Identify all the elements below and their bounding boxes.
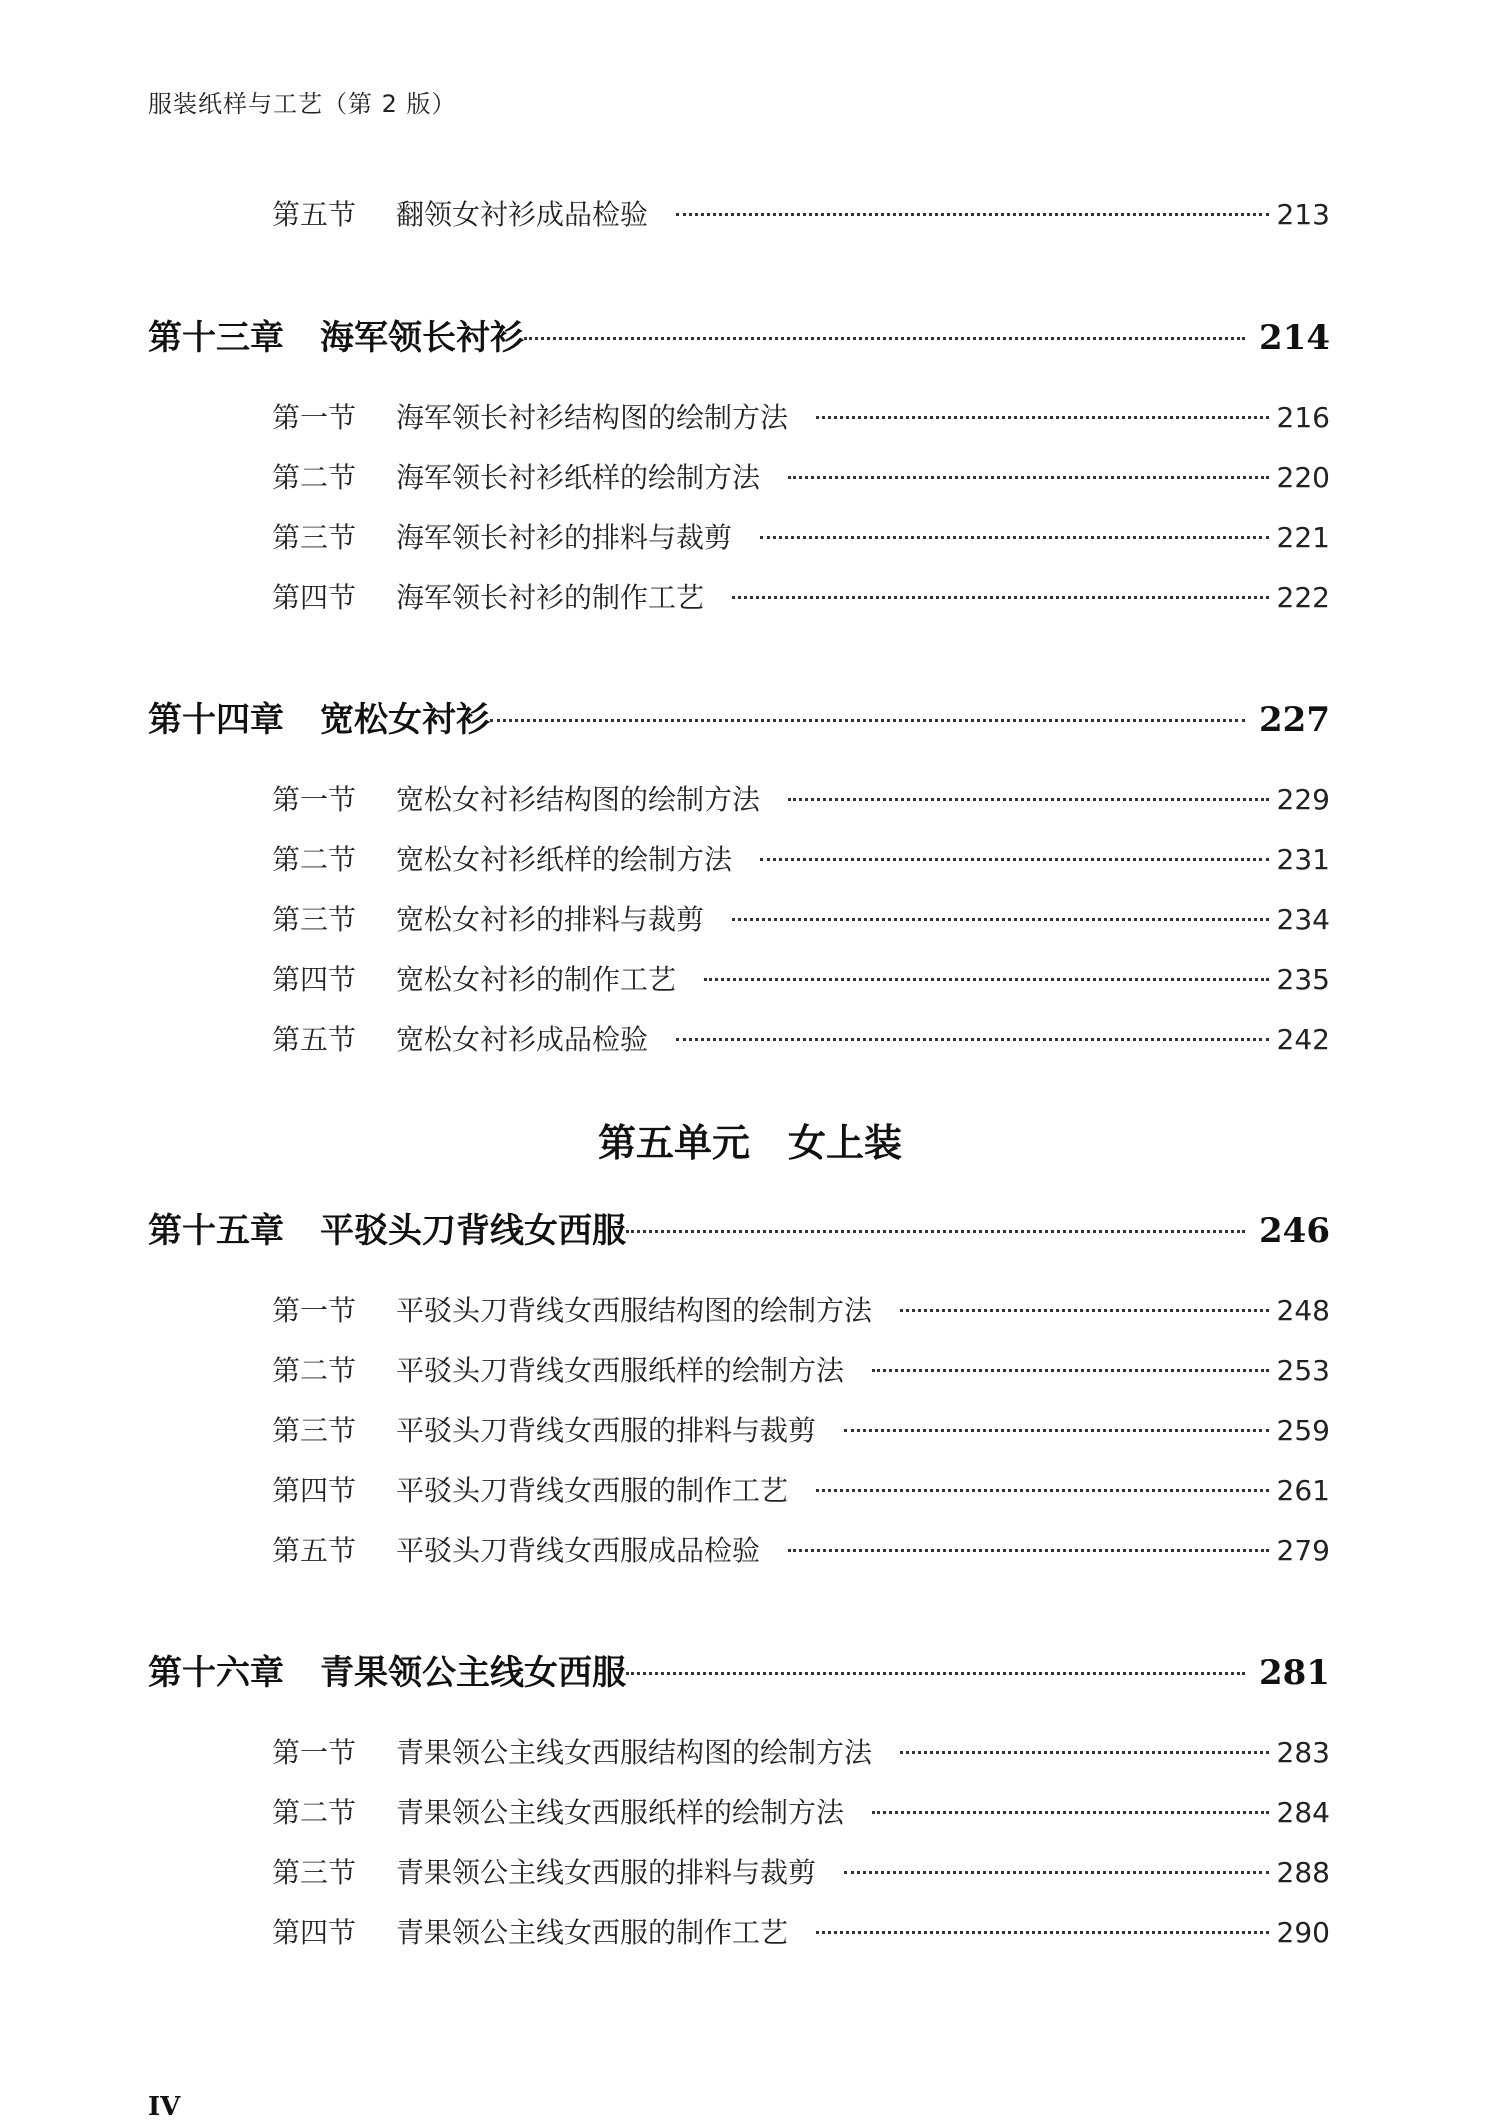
dot-leader	[844, 1429, 1269, 1432]
toc-section-row[interactable]	[272, 456, 1330, 496]
section-title: 海军领长衬衫结构图的绘制方法	[396, 401, 789, 434]
section-number: 第四节	[272, 963, 357, 996]
toc-section-row[interactable]	[272, 1289, 1330, 1329]
section-title: 平驳头刀背线女西服纸样的绘制方法	[396, 1354, 845, 1387]
section-number: 第三节	[272, 903, 357, 936]
dot-leader	[760, 858, 1269, 861]
toc-section-row[interactable]	[272, 1469, 1330, 1509]
toc-section-row[interactable]	[272, 898, 1330, 938]
section-number: 第三节	[272, 521, 357, 554]
toc-section-row[interactable]	[272, 838, 1330, 878]
section-title: 青果领公主线女西服纸样的绘制方法	[396, 1796, 845, 1829]
dot-leader	[788, 798, 1269, 801]
chapter-number: 第十五章	[148, 1211, 284, 1251]
page-number: 279	[1276, 1534, 1330, 1567]
toc-section-row[interactable]	[272, 1791, 1330, 1831]
chapter-title: 海军领长衬衫	[320, 318, 524, 358]
dot-leader	[788, 1549, 1269, 1552]
dot-leader	[900, 1751, 1269, 1754]
section-title: 翻领女衬衫成品检验	[396, 198, 649, 231]
dot-leader	[732, 596, 1269, 599]
section-title: 宽松女衬衫纸样的绘制方法	[396, 843, 733, 876]
chapter-title: 青果领公主线女西服	[320, 1653, 626, 1693]
toc-section-row[interactable]	[272, 1911, 1330, 1951]
toc-chapter-row[interactable]	[148, 692, 1330, 741]
page-number: 221	[1276, 521, 1330, 554]
page-number: 284	[1276, 1796, 1330, 1829]
dot-leader	[490, 719, 1245, 722]
dot-leader	[872, 1811, 1269, 1814]
page-number: 290	[1276, 1916, 1330, 1949]
page-number: 242	[1276, 1023, 1330, 1056]
page-number: 222	[1276, 581, 1330, 614]
section-title: 宽松女衬衫成品检验	[396, 1023, 649, 1056]
toc-section-row[interactable]	[272, 396, 1330, 436]
page-number: 253	[1276, 1354, 1330, 1387]
page-number: 227	[1259, 700, 1330, 740]
section-title: 青果领公主线女西服的排料与裁剪	[396, 1856, 817, 1889]
section-title: 平驳头刀背线女西服结构图的绘制方法	[396, 1294, 873, 1327]
section-number: 第三节	[272, 1414, 357, 1447]
toc-section-row[interactable]	[272, 1731, 1330, 1771]
dot-leader	[626, 1230, 1245, 1233]
dot-leader	[900, 1309, 1269, 1312]
toc-section-row[interactable]	[272, 1529, 1330, 1569]
dot-leader	[788, 476, 1269, 479]
toc-chapter-row[interactable]	[148, 1645, 1330, 1694]
page-number: 283	[1276, 1736, 1330, 1769]
dot-leader	[732, 918, 1269, 921]
toc-section-row[interactable]	[272, 958, 1330, 998]
section-number: 第四节	[272, 581, 357, 614]
dot-leader	[844, 1871, 1269, 1874]
chapter-title: 宽松女衬衫	[320, 700, 490, 740]
toc-section-row[interactable]	[272, 516, 1330, 556]
section-number: 第四节	[272, 1474, 357, 1507]
page-number: 261	[1276, 1474, 1330, 1507]
section-title: 青果领公主线女西服结构图的绘制方法	[396, 1736, 873, 1769]
chapter-number: 第十三章	[148, 318, 284, 358]
section-number: 第五节	[272, 1534, 357, 1567]
toc-chapter-row[interactable]	[148, 1203, 1330, 1252]
page-number: 216	[1276, 401, 1330, 434]
toc-chapter-row[interactable]	[148, 310, 1330, 359]
section-number: 第二节	[272, 461, 357, 494]
section-number: 第一节	[272, 401, 357, 434]
section-title: 平驳头刀背线女西服的制作工艺	[396, 1474, 789, 1507]
toc-section-row[interactable]	[272, 1851, 1330, 1891]
page-number: 235	[1276, 963, 1330, 996]
section-title: 宽松女衬衫的排料与裁剪	[396, 903, 705, 936]
section-title: 海军领长衬衫的排料与裁剪	[396, 521, 733, 554]
section-title: 青果领公主线女西服的制作工艺	[396, 1916, 789, 1949]
dot-leader	[704, 978, 1269, 981]
section-title: 宽松女衬衫的制作工艺	[396, 963, 677, 996]
section-title: 平驳头刀背线女西服的排料与裁剪	[396, 1414, 817, 1447]
section-number: 第一节	[272, 1736, 357, 1769]
toc-section-row[interactable]	[272, 193, 1330, 233]
page-number: 220	[1276, 461, 1330, 494]
dot-leader	[816, 1931, 1269, 1934]
chapter-number: 第十四章	[148, 700, 284, 740]
page-number: 229	[1276, 783, 1330, 816]
section-title: 平驳头刀背线女西服成品检验	[396, 1534, 761, 1567]
page-number: 248	[1276, 1294, 1330, 1327]
section-number: 第二节	[272, 1796, 357, 1829]
section-title: 海军领长衬衫纸样的绘制方法	[396, 461, 761, 494]
section-number: 第五节	[272, 198, 357, 231]
page-number: 259	[1276, 1414, 1330, 1447]
section-number: 第二节	[272, 1354, 357, 1387]
toc-section-row[interactable]	[272, 778, 1330, 818]
unit-number: 第五单元	[597, 1120, 750, 1165]
dot-leader	[816, 416, 1269, 419]
section-title: 宽松女衬衫结构图的绘制方法	[396, 783, 761, 816]
section-number: 第四节	[272, 1916, 357, 1949]
section-number: 第一节	[272, 783, 357, 816]
page-number: 213	[1276, 198, 1330, 231]
dot-leader	[626, 1672, 1245, 1675]
dot-leader	[676, 1038, 1269, 1041]
page-folio: IV	[148, 2092, 181, 2122]
chapter-number: 第十六章	[148, 1653, 284, 1693]
toc-section-row[interactable]	[272, 1409, 1330, 1449]
section-number: 第二节	[272, 843, 357, 876]
section-title: 海军领长衬衫的制作工艺	[396, 581, 705, 614]
page-number: 288	[1276, 1856, 1330, 1889]
dot-leader	[524, 337, 1245, 340]
dot-leader	[816, 1489, 1269, 1492]
toc-section-row[interactable]	[272, 576, 1330, 616]
page-number: 214	[1259, 318, 1330, 358]
chapter-title: 平驳头刀背线女西服	[320, 1211, 626, 1251]
unit-title: 女上装	[788, 1120, 903, 1165]
page-number: 246	[1259, 1211, 1330, 1251]
section-number: 第三节	[272, 1856, 357, 1889]
dot-leader	[760, 536, 1269, 539]
toc-section-row[interactable]	[272, 1018, 1330, 1058]
page-number: 281	[1259, 1653, 1330, 1693]
section-number: 第一节	[272, 1294, 357, 1327]
dot-leader	[872, 1369, 1269, 1372]
running-header: 服装纸样与工艺（第 2 版）	[148, 90, 457, 118]
toc-section-row[interactable]	[272, 1349, 1330, 1389]
page-number: 234	[1276, 903, 1330, 936]
page-number: 231	[1276, 843, 1330, 876]
dot-leader	[676, 213, 1269, 216]
unit-heading	[0, 1112, 1500, 1167]
section-number: 第五节	[272, 1023, 357, 1056]
